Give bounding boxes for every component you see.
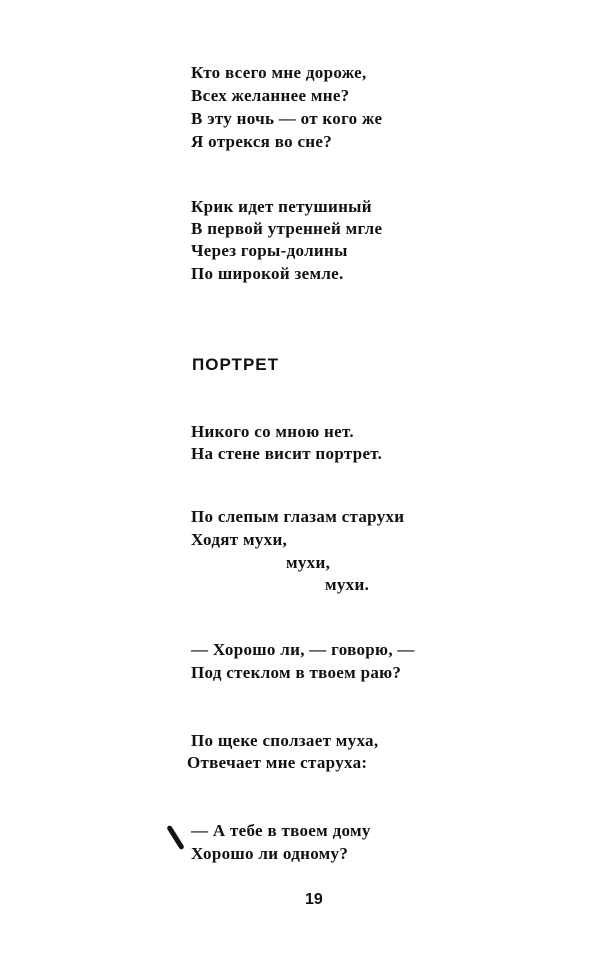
poem-line: По слепым глазам старухи xyxy=(191,507,405,526)
page-number: 19 xyxy=(305,891,323,908)
poem-line: Всех желаннее мне? xyxy=(191,86,350,105)
poem-line: Хорошо ли одному? xyxy=(191,844,349,863)
poem-title: ПОРТРЕТ xyxy=(192,355,280,374)
poem-line: В первой утренней мгле xyxy=(191,219,383,238)
poem-line: — А тебе в твоем дому xyxy=(191,821,371,840)
poem-line: В эту ночь — от кого же xyxy=(191,109,383,128)
poem-line: Ходят мухи, xyxy=(191,530,288,549)
poem-line: Через горы-долины xyxy=(191,241,348,260)
poem-line: Отвечает мне старуха: xyxy=(187,753,368,772)
margin-mark xyxy=(166,825,185,851)
poem-line: По щеке сползает муха, xyxy=(191,731,379,750)
poem-line: Я отрекся во сне? xyxy=(191,132,333,151)
poem-line: Крик идет петушиный xyxy=(191,197,372,216)
poem-line: — Хорошо ли, — говорю, — xyxy=(191,640,415,659)
poem-line: По широкой земле. xyxy=(191,264,344,283)
poem-line: Кто всего мне дороже, xyxy=(191,63,367,82)
poem-line: мухи. xyxy=(325,575,370,594)
poem-line: Никого со мною нет. xyxy=(191,422,354,441)
poem-line: На стене висит портрет. xyxy=(191,444,383,463)
poem-line: Под стеклом в твоем раю? xyxy=(191,663,402,682)
poem-line: мухи, xyxy=(286,553,331,572)
